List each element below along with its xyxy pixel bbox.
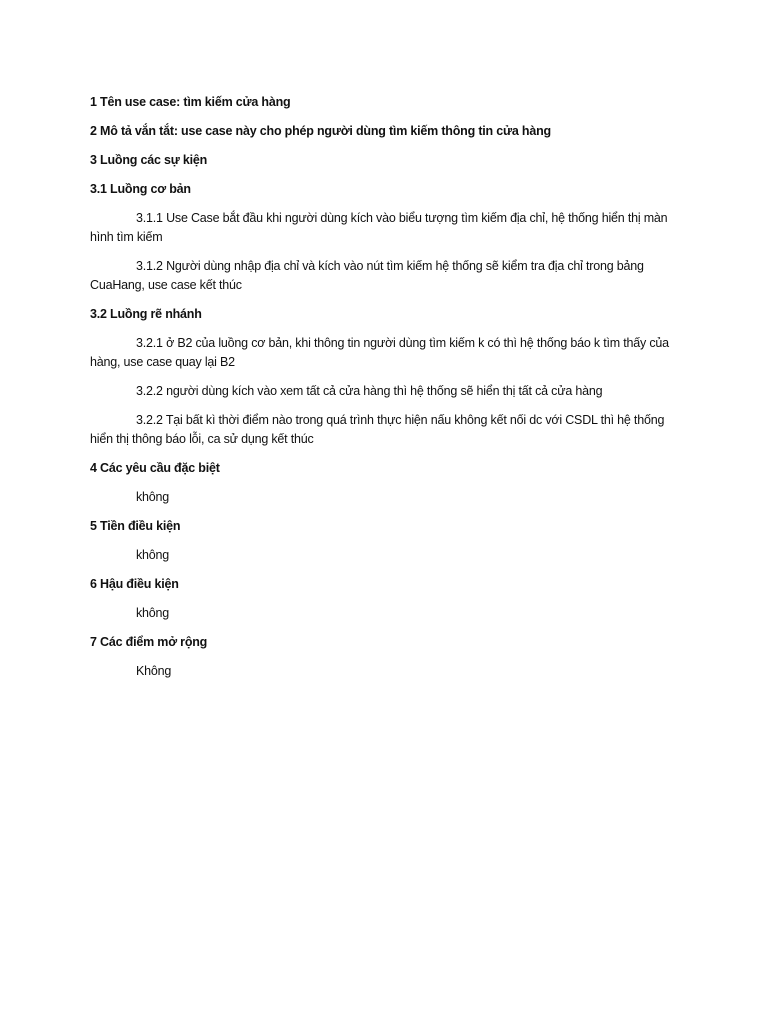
section-7-value: Không: [136, 664, 172, 678]
section-5-value: không: [136, 548, 170, 562]
section-5-heading: 5 Tiền điều kiện: [90, 519, 181, 533]
paragraph-3-2-1: 3.2.1 ở B2 của luồng cơ bản, khi thông tin người dùng tìm kiếm k có thì hệ thống báo k tìm thấy của hàng, use case quay lại B2: [90, 336, 669, 369]
section-6-value: không: [136, 606, 170, 620]
document-body: [90, 93, 680, 691]
section-2-heading: 2 Mô tả vắn tắt: use case này cho phép người dùng tìm kiếm thông tin cửa hàng: [90, 124, 551, 138]
section-4-value: không: [136, 490, 170, 504]
section-3-1-heading: 3.1 Luồng cơ bản: [90, 182, 191, 196]
section-1-heading: 1 Tên use case: tìm kiếm cửa hàng: [90, 95, 291, 109]
section-6-heading: 6 Hậu điều kiện: [90, 577, 179, 591]
section-3-2-heading: 3.2 Luồng rẽ nhánh: [90, 307, 202, 321]
paragraph-3-2-2-a: 3.2.2 người dùng kích vào xem tất cả cửa hàng thì hệ thống sẽ hiển thị tất cả cửa hàng: [136, 384, 603, 398]
section-7-heading: 7 Các điểm mở rộng: [90, 635, 208, 649]
paragraph-3-2-2-b: 3.2.2 Tại bất kì thời điểm nào trong quá trình thực hiện nấu không kết nối dc với CSDL thì hệ thống hiển thị thông báo lỗi, ca sử dụng kết thúc: [90, 413, 665, 446]
section-4-heading: 4 Các yêu cầu đặc biệt: [90, 461, 220, 475]
paragraph-3-1-2: 3.1.2 Người dùng nhập địa chỉ và kích vào nút tìm kiếm hệ thống sẽ kiểm tra địa chỉ trong bảng CuaHang, use case kết thúc: [90, 259, 644, 292]
paragraph-3-1-1: 3.1.1 Use Case bắt đầu khi người dùng kích vào biểu tượng tìm kiếm địa chỉ, hệ thống hiển thị màn hình tìm kiếm: [90, 211, 668, 244]
section-3-heading: 3 Luồng các sự kiện: [90, 153, 208, 167]
